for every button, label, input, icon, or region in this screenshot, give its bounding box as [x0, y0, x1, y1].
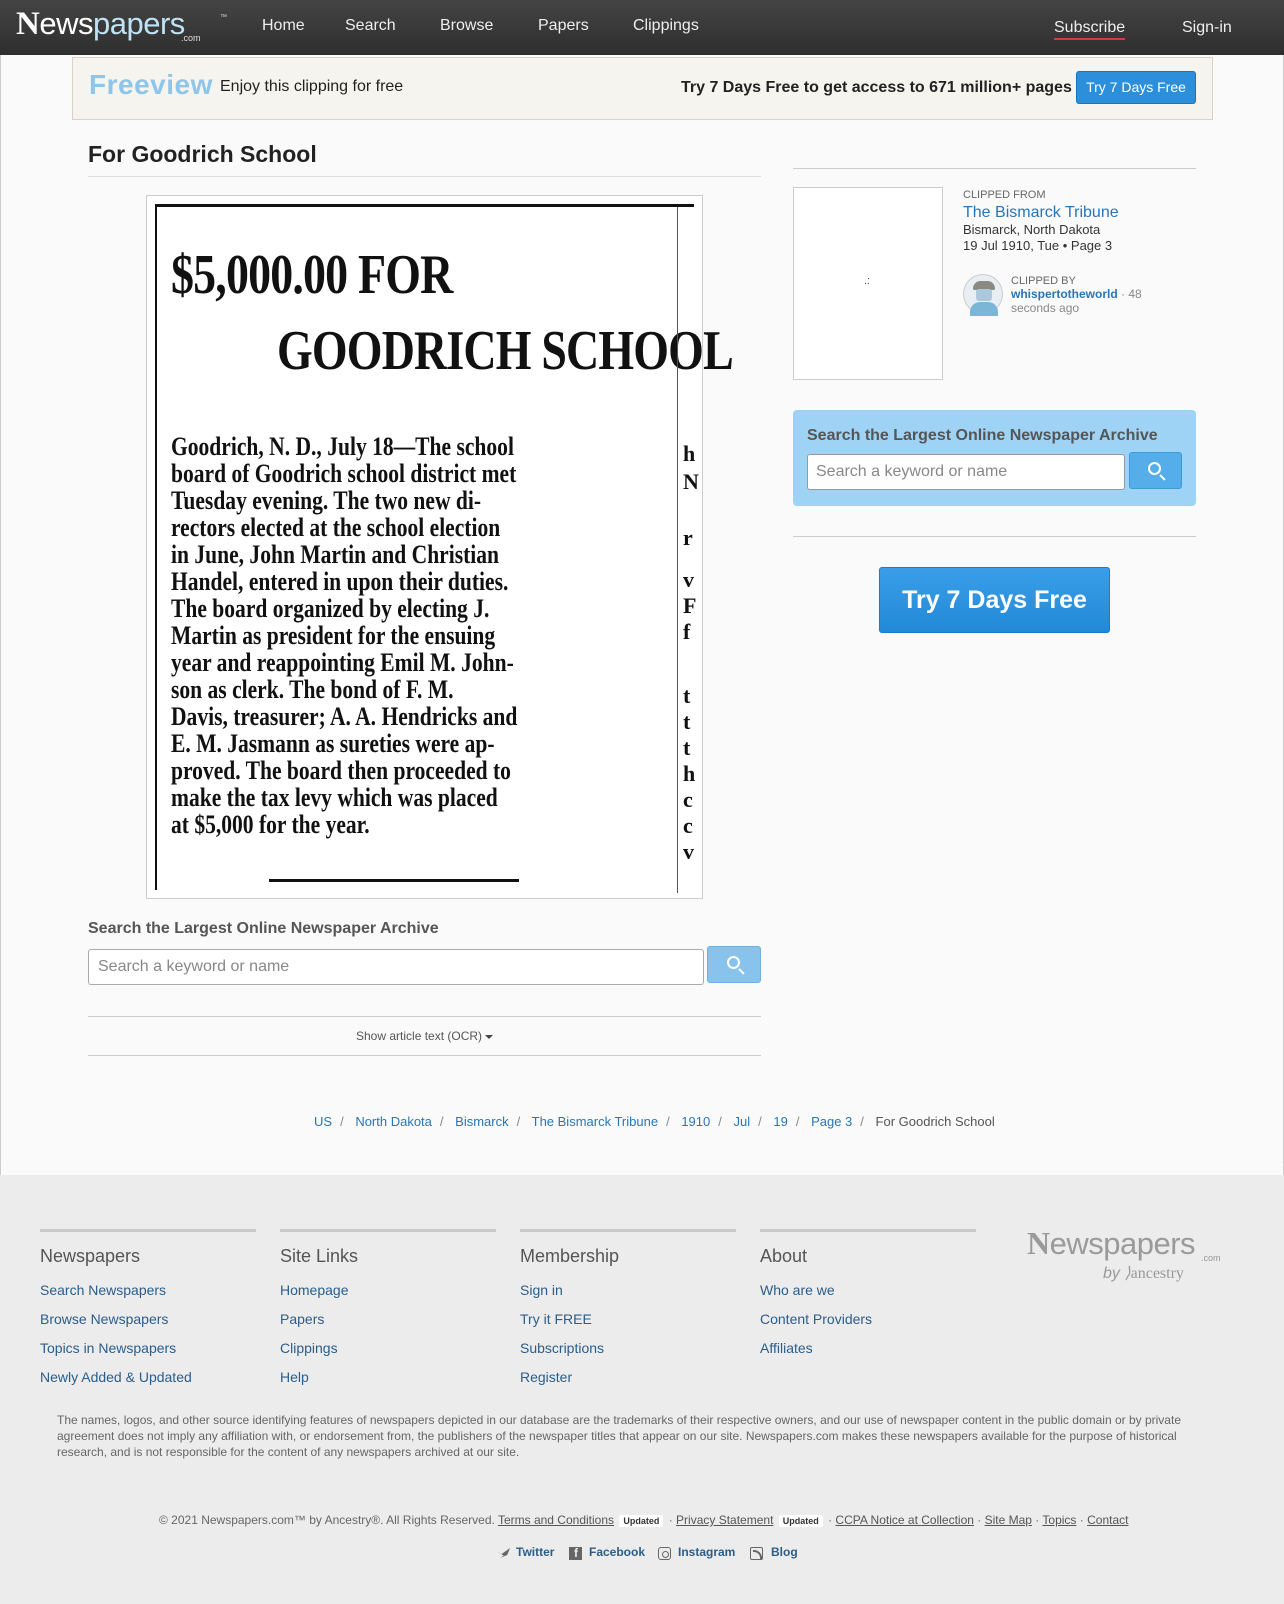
freeview-title: Freeview: [89, 69, 213, 100]
footer-disclaimer: The names, logos, and other source identifying features of newspapers depicted in our database are the trademarks of their respective owners, and our use of newspaper content in the public domain or by private agreement does not imply any affiliation with, or endorsement from, the publishers of the newspaper titles that appear on our site. Newspapers.com makes these newspapers available for the purpose of historical research, and is not responsible for the content of any newspapers archived at our site.: [57, 1413, 1181, 1459]
footer-logo-by: by: [1103, 1265, 1120, 1282]
footer-logo-letter-n: N: [1027, 1225, 1050, 1261]
caret-down-icon: [485, 1035, 493, 1039]
search-icon: [1148, 462, 1161, 475]
breadcrumb-separator: /: [666, 1114, 670, 1129]
freeview-banner: [72, 57, 1213, 120]
facebook-link[interactable]: Facebook: [589, 1545, 646, 1559]
logo-com: .com: [181, 33, 201, 43]
clipping-text-line: make the tax levy which was placed: [171, 782, 498, 812]
footer-column-newspapers: [40, 1229, 256, 1392]
breadcrumb-separator: /: [795, 1114, 800, 1129]
adjacent-column-letter: h: [683, 761, 696, 786]
clipping-text-line: year and reappointing Emil M. John-: [171, 647, 514, 677]
footer-link[interactable]: Clippings: [280, 1340, 338, 1356]
clipping-end-rule: [269, 879, 519, 882]
footer-logo-text-papers: papers: [1103, 1226, 1196, 1261]
clipping-text-line: The board organized by electing J.: [171, 593, 490, 623]
page-title: For Goodrich School: [88, 141, 317, 167]
clipped-from-label: CLIPPED FROM: [963, 189, 1046, 201]
clipping-text-line: Martin as president for the ensuing: [171, 620, 496, 650]
instagram-link[interactable]: Instagram: [678, 1545, 736, 1559]
footer-heading: Site Links: [280, 1246, 359, 1266]
footer-column-membership: [520, 1229, 736, 1392]
ocr-divider-top: [88, 1016, 761, 1017]
footer-heading: About: [760, 1246, 808, 1266]
adjacent-column-letter: c: [683, 813, 693, 838]
nav-browse[interactable]: Browse: [440, 17, 494, 34]
twitter-link[interactable]: Twitter: [516, 1545, 555, 1559]
clipping-scan: [155, 204, 733, 890]
signin-link[interactable]: Sign-in: [1182, 19, 1232, 36]
breadcrumb-separator: /: [860, 1114, 864, 1129]
clipping-body-text: [171, 433, 659, 838]
torn-edge-divider: [0, 1165, 1284, 1179]
loading-spinner-icon: .:: [864, 275, 871, 287]
page-thumbnail[interactable]: [793, 187, 943, 380]
adjacent-column-letter: v: [683, 839, 694, 864]
search-button[interactable]: [707, 946, 761, 983]
instagram-icon: [658, 1547, 671, 1560]
footer-logo[interactable]: [1027, 1225, 1221, 1282]
breadcrumb-current: For Goodrich School: [875, 1114, 995, 1129]
breadcrumb: [314, 1114, 995, 1129]
clipping-text-line: Handel, entered in upon their duties.: [171, 566, 509, 596]
terms-link[interactable]: Terms and Conditions: [497, 1513, 615, 1527]
footer-link[interactable]: Register: [520, 1369, 573, 1385]
facebook-icon: [569, 1547, 582, 1560]
adjacent-column-letter: N: [683, 469, 699, 494]
clipping-text-line: Tuesday evening. The two new di-: [171, 485, 482, 515]
adjacent-column-letter: h: [683, 441, 696, 466]
footer-link[interactable]: Search Newspapers: [40, 1282, 167, 1298]
footer-legal: © 2021 Newspapers.com™ by Ancestry®. All Rights Reserved. Terms and Conditions Updated · Privacy Statement Updated · CCPA Notice at Collection · Site Map · Topics · Contact: [159, 1513, 1129, 1527]
breadcrumb-separator: /: [516, 1114, 521, 1129]
blog-rss-icon: [750, 1547, 763, 1560]
privacy-link[interactable]: Privacy Statement: [676, 1513, 774, 1527]
blog-link[interactable]: Blog: [771, 1545, 798, 1559]
clipper-username-link[interactable]: whispertotheworld: [1011, 287, 1118, 301]
logo-text-news: ews: [39, 6, 93, 41]
newspapers-logo[interactable]: [16, 6, 227, 43]
clipping-text-line: proved. The board then proceeded to: [171, 755, 511, 785]
clipping-text-line: in June, John Martin and Christian: [171, 539, 500, 569]
logo-text-papers: papers: [92, 6, 185, 41]
search-icon: [727, 956, 740, 969]
clipping-headline-line-2: GOODRICH SCHOOL: [277, 320, 733, 382]
sidebar-divider-bottom: [793, 536, 1196, 537]
clipping-text-line: Goodrich, N. D., July 18—The school: [171, 431, 514, 461]
footer-heading: Membership: [520, 1246, 620, 1266]
sidebar-search-box: [793, 410, 1196, 506]
sitemap-link[interactable]: Site Map: [984, 1513, 1032, 1527]
clipping-text-line: son as clerk. The bond of F. M.: [171, 674, 454, 704]
clipping-text-line: at $5,000 for the year.: [171, 809, 370, 839]
newspaper-date-page: 19 Jul 1910, Tue • Page 3: [963, 238, 1113, 253]
breadcrumb-month[interactable]: Jul: [733, 1114, 751, 1129]
avatar-face: [976, 289, 992, 301]
updated-badge: Updated: [779, 1515, 823, 1527]
footer-link[interactable]: Newly Added & Updated: [40, 1369, 192, 1385]
breadcrumb-separator: /: [439, 1114, 444, 1129]
nav-search[interactable]: Search: [345, 17, 396, 34]
ccpa-link[interactable]: CCPA Notice at Collection: [835, 1513, 974, 1527]
footer-link[interactable]: Homepage: [280, 1282, 349, 1298]
clipping-image[interactable]: [146, 195, 733, 899]
breadcrumb-separator: /: [718, 1114, 722, 1129]
breadcrumb-year[interactable]: 1910: [681, 1114, 711, 1129]
search-input[interactable]: [88, 949, 704, 985]
breadcrumb-country[interactable]: US: [314, 1114, 333, 1129]
adjacent-column-letter: v: [683, 567, 694, 592]
topics-link[interactable]: Topics: [1042, 1513, 1077, 1527]
copyright-text: © 2021 Newspapers.com™ by Ancestry®. All Rights Reserved.: [159, 1513, 495, 1527]
adjacent-column-letter: t: [683, 709, 691, 734]
try-free-large-button[interactable]: Try 7 Days Free: [879, 567, 1110, 633]
contact-link[interactable]: Contact: [1087, 1513, 1129, 1527]
breadcrumb-separator: /: [758, 1114, 762, 1129]
show-ocr-toggle[interactable]: [356, 1029, 493, 1043]
adjacent-column-letter: t: [683, 683, 691, 708]
footer-link[interactable]: Content Providers: [760, 1311, 873, 1327]
freeview-offer-text: Try 7 Days Free to get access to 671 million+ pages: [681, 79, 1072, 96]
clipping-headline-line-1: $5,000.00 FOR: [171, 244, 453, 306]
clipping-text-line: rectors elected at the school election: [171, 512, 501, 542]
clipped-by-info: [1011, 287, 1171, 315]
footer-link[interactable]: Subscriptions: [520, 1340, 605, 1356]
footer-link[interactable]: Topics in Newspapers: [40, 1340, 177, 1356]
adjacent-column-letter: t: [683, 735, 691, 760]
footer-column-about: [760, 1229, 976, 1363]
breadcrumb-day[interactable]: 19: [773, 1114, 788, 1129]
footer-link[interactable]: Help: [280, 1369, 309, 1385]
title-divider: [88, 176, 761, 177]
search-archive-label: Search the Largest Online Newspaper Archive: [88, 920, 439, 937]
clipping-text-line: Davis, treasurer; A. A. Hendricks and: [171, 701, 518, 731]
updated-badge: Updated: [619, 1515, 663, 1527]
ocr-divider-bottom: [88, 1055, 761, 1056]
footer-link[interactable]: Try it FREE: [520, 1311, 592, 1327]
breadcrumb-page[interactable]: Page 3: [811, 1114, 853, 1129]
adjacent-column-letter: c: [683, 787, 693, 812]
footer-link[interactable]: Papers: [280, 1311, 325, 1327]
clipping-text-line: E. M. Jasmann as sureties were ap-: [171, 728, 495, 758]
footer-logo-by-ancestry: [1103, 1263, 1184, 1283]
footer-logo-com: .com: [1201, 1253, 1221, 1263]
sidebar-divider-top: [793, 168, 1196, 169]
adjacent-column-letter: r: [683, 525, 693, 550]
logo-letter-n: N: [16, 6, 40, 42]
breadcrumb-state[interactable]: North Dakota: [355, 1114, 432, 1129]
newspaper-title-link[interactable]: The Bismarck Tribune: [963, 204, 1119, 221]
newspaper-location: Bismarck, North Dakota: [963, 222, 1101, 237]
subscribe-link[interactable]: Subscribe: [1054, 19, 1125, 40]
adjacent-column-letter: f: [683, 619, 691, 644]
adjacent-column-letter: F: [683, 593, 697, 618]
breadcrumb-newspaper[interactable]: The Bismarck Tribune: [531, 1114, 659, 1129]
clipped-time-ago: · 48 seconds ago: [1011, 287, 1142, 315]
top-navigation-bar: [0, 0, 1284, 55]
user-avatar[interactable]: [963, 274, 1003, 314]
footer-logo-text-news: ews: [1049, 1226, 1104, 1261]
footer-heading: Newspapers: [40, 1246, 141, 1266]
breadcrumb-city[interactable]: Bismarck: [455, 1114, 509, 1129]
footer-column-site-links: [280, 1229, 496, 1392]
footer-link[interactable]: Browse Newspapers: [40, 1311, 169, 1327]
clipped-by-label: CLIPPED BY: [1011, 275, 1076, 287]
nav-clippings[interactable]: Clippings: [633, 17, 699, 34]
twitter-icon: [496, 1547, 510, 1559]
try-free-button[interactable]: Try 7 Days Free: [1076, 71, 1196, 104]
breadcrumb-separator: /: [340, 1114, 344, 1129]
nav-papers[interactable]: Papers: [538, 17, 589, 34]
footer-logo-ancestry: ancestry: [1130, 1265, 1184, 1282]
ancestry-leaf-icon: ⟩: [1124, 1265, 1131, 1282]
nav-home[interactable]: Home: [262, 17, 305, 34]
sidebar-search-button[interactable]: [1129, 452, 1182, 489]
clipping-text-line: board of Goodrich school district met: [171, 458, 517, 488]
footer-link[interactable]: Affiliates: [760, 1340, 813, 1356]
footer-link[interactable]: Sign in: [520, 1282, 563, 1298]
sidebar-search-input[interactable]: [807, 454, 1125, 490]
show-ocr-label: Show article text (OCR): [356, 1029, 483, 1043]
freeview-subtitle: Enjoy this clipping for free: [220, 78, 404, 95]
sidebar-search-label: Search the Largest Online Newspaper Archive: [807, 427, 1158, 444]
avatar-shirt: [970, 302, 998, 316]
footer-link[interactable]: Who are we: [760, 1282, 835, 1298]
logo-trademark: ™: [220, 14, 227, 21]
